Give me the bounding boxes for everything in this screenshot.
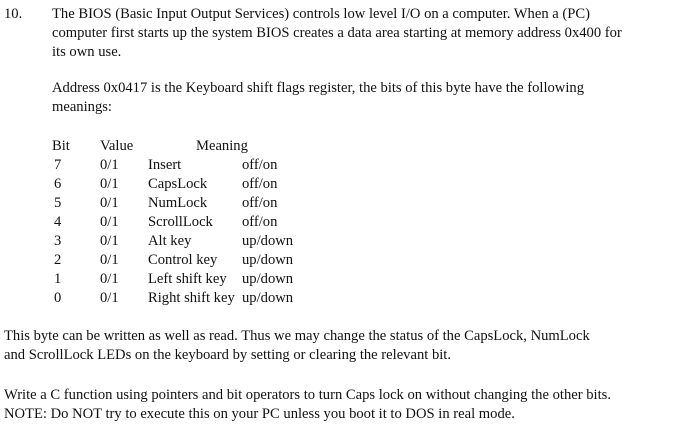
meaning-state-cell: up/down [242, 252, 294, 268]
task-paragraph: Write a C function using pointers and bit operators to turn Caps lock on without changing the other bits. NOTE: Do NOT try to execute this on your PC unless you boot it to DOS in real mode. [4, 387, 611, 422]
meaning-state-cell: up/down [242, 271, 294, 287]
meaning-state-cell: up/down [242, 233, 294, 249]
meaning-state-cell: off/on [242, 195, 278, 211]
meaning-state-cell: up/down [242, 290, 294, 306]
register-paragraph: Address 0x0417 is the Keyboard shift flags register, the bits of this byte have the following meanings: [52, 80, 584, 115]
meaning-name-cell: NumLock [148, 195, 208, 211]
header-bit: Bit [52, 138, 70, 154]
header-value: Value [100, 138, 134, 154]
bit-cell: 1 [54, 271, 62, 287]
value-cell: 0/1 [100, 157, 119, 173]
meaning-name-cell: Alt key [148, 233, 192, 249]
meaning-name-cell: Left shift key [148, 271, 227, 287]
bit-cell: 4 [54, 214, 62, 230]
meaning-name-cell: CapsLock [148, 176, 208, 192]
value-cell: 0/1 [100, 233, 119, 249]
header-meaning: Meaning [196, 138, 248, 154]
meaning-name-cell: Right shift key [148, 290, 235, 306]
value-cell: 0/1 [100, 290, 119, 306]
bit-cell: 7 [54, 157, 62, 173]
meaning-state-cell: off/on [242, 157, 278, 173]
bit-cell: 3 [54, 233, 62, 249]
meaning-state-cell: off/on [242, 176, 278, 192]
value-cell: 0/1 [100, 252, 119, 268]
value-cell: 0/1 [100, 271, 119, 287]
value-cell: 0/1 [100, 214, 119, 230]
bit-cell: 5 [54, 195, 62, 211]
meaning-name-cell: ScrollLock [148, 214, 213, 230]
bit-cell: 0 [54, 290, 62, 306]
bit-cell: 6 [54, 176, 62, 192]
value-cell: 0/1 [100, 176, 119, 192]
meaning-state-cell: off/on [242, 214, 278, 230]
value-cell: 0/1 [100, 195, 119, 211]
meaning-name-cell: Control key [148, 252, 218, 268]
write-read-paragraph: This byte can be written as well as read. Thus we may change the status of the CapsLock, NumLock and ScrollLock LEDs on the keyboard by setting or clearing the relevant bit. [4, 328, 590, 363]
intro-paragraph: The BIOS (Basic Input Output Services) controls low level I/O on a computer. When a (PC) computer first starts up the system BIOS creates a data area starting at memory address 0x400 for its own use. [52, 6, 622, 60]
question-number: 10. [4, 6, 23, 22]
meaning-name-cell: Insert [148, 157, 182, 173]
bit-cell: 2 [54, 252, 62, 268]
